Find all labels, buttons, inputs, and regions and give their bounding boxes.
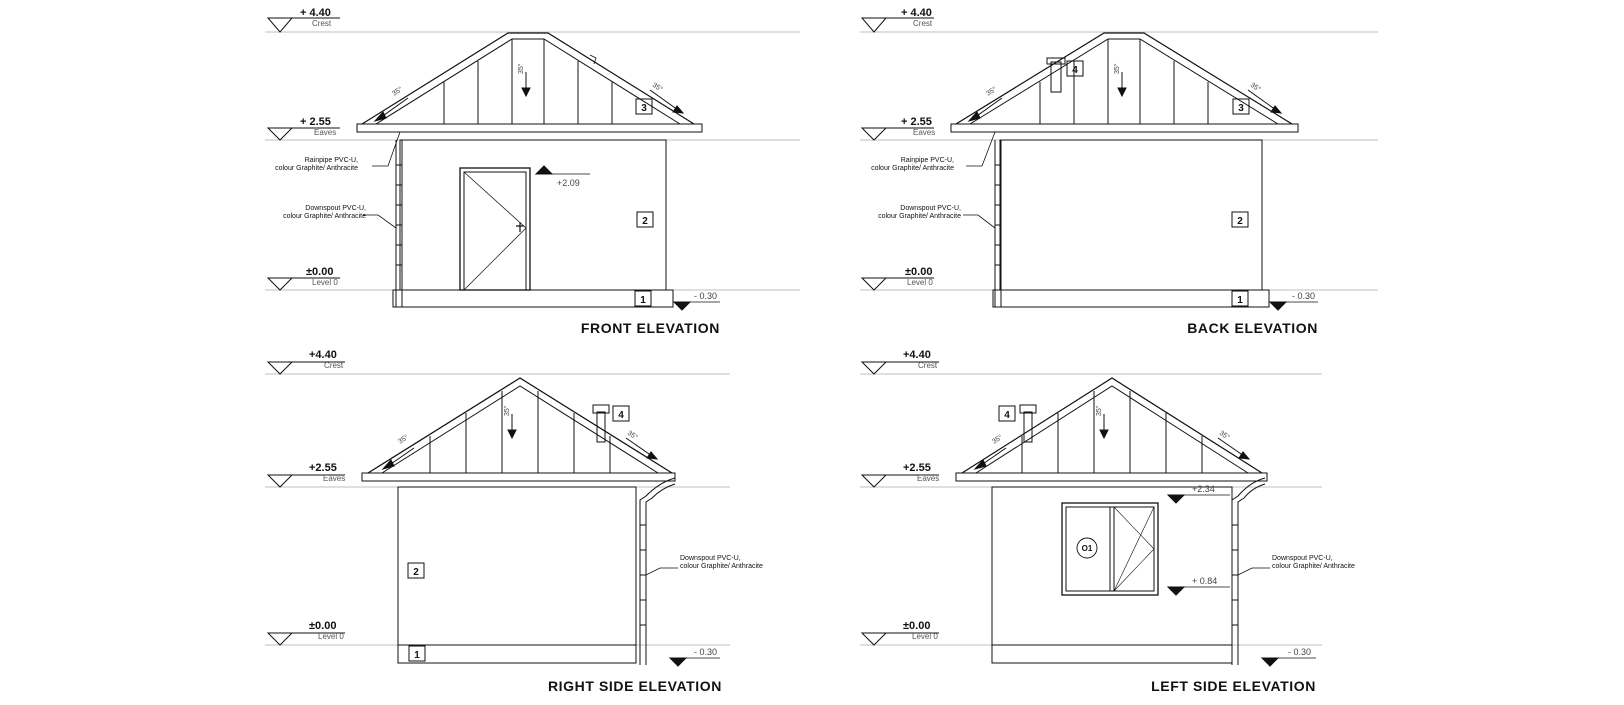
left-level-eaves-value: +2.55 (903, 462, 931, 474)
right-level-crest-value: +4.40 (309, 349, 337, 361)
right-tag-base: 1 (414, 650, 420, 661)
left-note-downspout-line2: colour Graphite/ Anthracite (1272, 563, 1355, 570)
right-pitch-center: 35° (504, 405, 511, 416)
back-level-zero-name: Level 0 (907, 278, 933, 287)
back-pitch-right: 35° (1248, 81, 1262, 94)
front-pitch-center: 35° (518, 63, 525, 74)
front-note-downspout-line2: colour Graphite/ Anthracite (283, 213, 366, 220)
front-tag-wall: 2 (642, 216, 648, 227)
left-pitch-left: 35° (991, 434, 1004, 446)
front-note-rainpipe-line1: Rainpipe PVC-U, (304, 157, 358, 164)
right-pitch-left: 35° (397, 434, 410, 446)
front-elevation-title: FRONT ELEVATION (580, 320, 720, 336)
right-level-zero-name: Level 0 (318, 632, 344, 641)
left-tag-vent: 4 (1004, 410, 1010, 421)
front-level-zero-value: ±0.00 (306, 266, 334, 278)
left-level-zero-name: Level 0 (912, 632, 938, 641)
front-note-rainpipe-line2: colour Graphite/ Anthracite (275, 165, 358, 172)
front-below-grade: - 0.30 (694, 291, 718, 301)
right-level-zero-value: ±0.00 (309, 620, 337, 632)
left-level-crest-value: +4.40 (903, 349, 931, 361)
right-below-grade: - 0.30 (694, 647, 718, 657)
left-pitch-center: 35° (1096, 405, 1103, 416)
left-window-top: +2.34 (1192, 484, 1215, 494)
back-note-rainpipe-line2: colour Graphite/ Anthracite (871, 165, 954, 172)
back-elevation (860, 18, 1378, 310)
left-pitch-right: 35° (1217, 429, 1231, 442)
left-level-zero-value: ±0.00 (903, 620, 931, 632)
back-tag-base: 1 (1237, 295, 1243, 306)
back-note-downspout-line2: colour Graphite/ Anthracite (878, 213, 961, 220)
back-level-eaves-value: + 2.55 (901, 116, 932, 128)
right-side-elevation-title: RIGHT SIDE ELEVATION (547, 678, 722, 694)
front-door-height: +2.09 (557, 178, 580, 188)
back-level-crest-value: + 4.40 (901, 7, 932, 19)
left-window-sill: + 0.84 (1192, 576, 1218, 586)
front-pitch-right: 35° (650, 81, 664, 94)
back-tag-wall: 2 (1237, 216, 1243, 227)
back-below-grade: - 0.30 (1292, 291, 1316, 301)
front-level-eaves-value: + 2.55 (300, 116, 331, 128)
left-note-downspout-line1: Downspout PVC-U, (1272, 555, 1333, 562)
front-level-crest-value: + 4.40 (300, 7, 331, 19)
back-pitch-left: 35° (985, 86, 998, 98)
front-pitch-left: 35° (391, 86, 404, 98)
back-tag-roof: 3 (1238, 103, 1244, 114)
left-level-crest-name: Crest (918, 361, 938, 370)
front-level-zero-name: Level 0 (312, 278, 338, 287)
front-elevation (265, 18, 800, 310)
left-level-eaves-name: Eaves (917, 474, 940, 483)
front-tag-roof: 3 (641, 103, 647, 114)
right-tag-vent: 4 (618, 410, 624, 421)
back-pitch-center: 35° (1114, 63, 1121, 74)
right-note-downspout-line1: Downspout PVC-U, (680, 555, 741, 562)
front-level-eaves-name: Eaves (314, 128, 337, 137)
back-level-zero-value: ±0.00 (905, 266, 933, 278)
front-note-downspout-line1: Downspout PVC-U, (305, 205, 366, 212)
back-elevation-title: BACK ELEVATION (1187, 320, 1318, 336)
back-note-downspout-line1: Downspout PVC-U, (900, 205, 961, 212)
right-level-eaves-name: Eaves (323, 474, 346, 483)
right-level-eaves-value: +2.55 (309, 462, 337, 474)
back-note-rainpipe-line1: Rainpipe PVC-U, (900, 157, 954, 164)
back-level-eaves-name: Eaves (913, 128, 936, 137)
left-window-tag: O1 (1081, 544, 1093, 553)
right-tag-wall: 2 (413, 567, 419, 578)
right-note-downspout-line2: colour Graphite/ Anthracite (680, 563, 763, 570)
front-level-crest-name: Crest (312, 19, 332, 28)
back-level-crest-name: Crest (913, 19, 933, 28)
back-tag-vent: 4 (1072, 65, 1078, 76)
right-pitch-right: 35° (625, 429, 639, 442)
front-tag-base: 1 (640, 295, 646, 306)
left-below-grade: - 0.30 (1288, 647, 1312, 657)
right-level-crest-name: Crest (324, 361, 344, 370)
left-side-elevation-title: LEFT SIDE ELEVATION (1151, 678, 1316, 694)
